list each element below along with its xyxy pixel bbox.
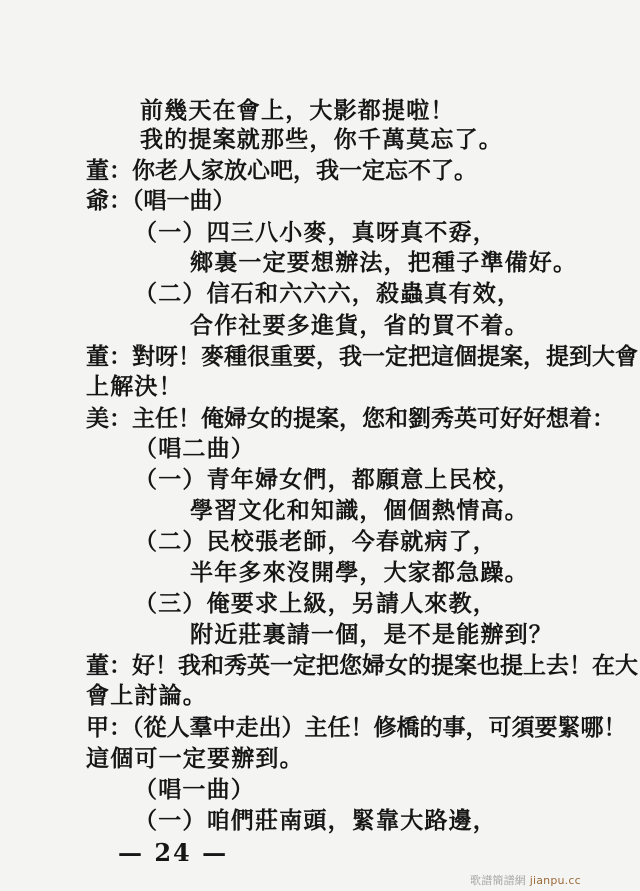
watermark-site-name: 歌譜簡譜網 bbox=[470, 874, 526, 887]
text-line-7: （二）信石和六六六，殺蟲真有效， bbox=[134, 280, 522, 307]
text-line-8: 合作社要多進貨，省的買不着。 bbox=[190, 312, 529, 339]
text-line-14: 學習文化和知識，個個熱情高。 bbox=[190, 497, 529, 524]
page-number: — 24 — bbox=[118, 838, 229, 867]
text-line-3: 董：你老人家放心吧，我一定忘不了。 bbox=[86, 157, 477, 184]
text-line-22: 這個可一定要辦到。 bbox=[86, 745, 304, 772]
text-line-12: （唱二曲） bbox=[134, 435, 255, 462]
text-line-21: 甲：（從人羣中走出）主任！修橋的事，可須要緊哪！ bbox=[86, 714, 627, 741]
text-line-6: 鄉裏一定要想辦法，把種子準備好。 bbox=[190, 249, 578, 276]
text-line-10: 上解決！ bbox=[86, 373, 183, 400]
text-line-20: 會上討論。 bbox=[86, 682, 207, 709]
text-line-16: 半年多來沒開學，大家都急躁。 bbox=[190, 559, 529, 586]
text-line-11: 美：主任！俺婦女的提案，您和劉秀英可好好想着： bbox=[86, 405, 615, 432]
text-line-15: （二）民校張老師，今春就病了， bbox=[134, 528, 497, 555]
text-line-18: 附近莊裏請一個，是不是能辦到？ bbox=[190, 621, 553, 648]
text-line-9: 董：對呀！麥種很重要，我一定把這個提案，提到大會 bbox=[86, 343, 638, 370]
text-line-17: （三）俺要求上級，另請人來教， bbox=[134, 590, 497, 617]
text-line-23: （唱一曲） bbox=[134, 776, 255, 803]
text-line-24: （一）咱們莊南頭，緊靠大路邊， bbox=[134, 807, 497, 834]
site-watermark bbox=[470, 872, 581, 888]
text-line-1: 前幾天在會上，大影都提啦！ bbox=[140, 97, 455, 124]
text-line-5: （一）四三八小麥，真呀真不孬， bbox=[134, 219, 497, 246]
text-line-13: （一）青年婦女們，都願意上民校， bbox=[134, 466, 522, 493]
text-line-19: 董：好！我和秀英一定把您婦女的提案也提上去！在大 bbox=[86, 652, 638, 679]
watermark-site-url: jianpu.cc bbox=[529, 874, 581, 887]
text-line-2: 我的提案就那些，你千萬莫忘了。 bbox=[140, 126, 503, 153]
text-line-4: 爺：（唱一曲） bbox=[86, 187, 236, 214]
